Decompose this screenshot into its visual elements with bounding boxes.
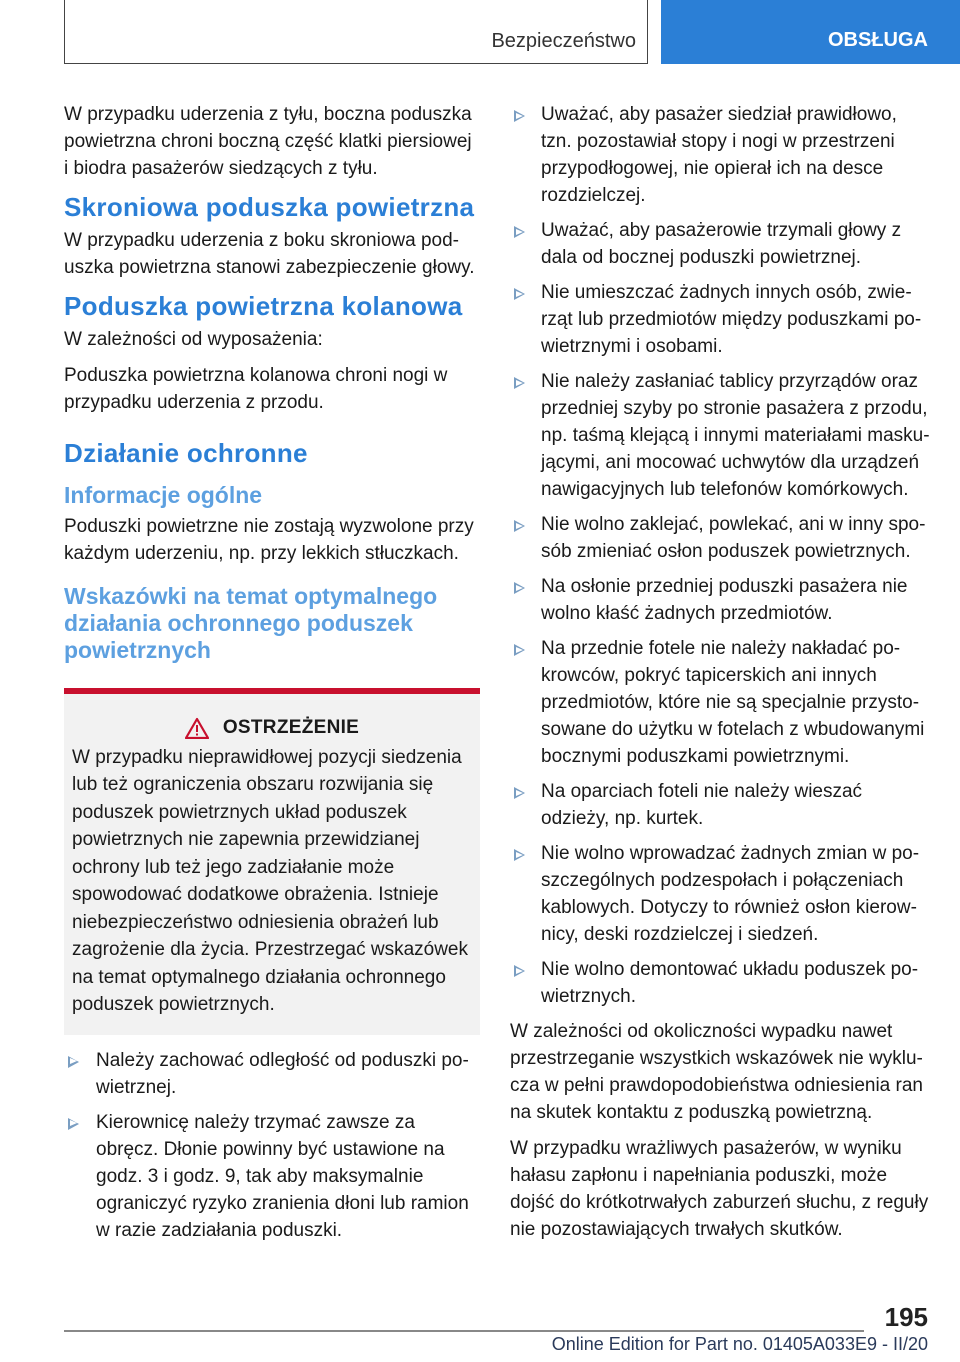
list-item: Na przednie fotele nie należy nakładać pokrowców, pokryć tapicerskich ani innych przedmiotów, które nie są specjalnie przystosowane do użytku w fotelach z wbudowanymi bocznymi poduszkami powietrznymi. [510,635,930,770]
warning-text: W przypadku nieprawidłowej pozycji siedzenia lub też ograniczenia obszaru rozwijania się poduszek powietrznych układ poduszek powietrznych nie zapewnia przewidzianej ochrony lub też jego zadziałanie może spowodować dodatkowe obrażenia. Istnieje niebezpieczeństwo odniesienia obrażeń lub zagrożenie dla życia. Przestrzegać wskazówek na temat optymalnego działania ochronnego poduszek powietrznych. [72,746,469,1015]
list-item: Uważać, aby pasażer siedział prawidłowo, tzn. pozostawiał stopy i nogi w przestrzeni przypodłogowej, nie opierał ich na desce rozdzielczej. [510,101,930,209]
rear-side-airbag-text: W przypadku uderzenia z tyłu, boczna poduszka powietrzna chroni boczną część klatki piersiowej i biodra pasażerów siedzących z tyłu. [64,104,472,179]
heading-general-info: Informacje ogólne [64,482,263,508]
bullet-triangle-icon [514,582,525,594]
heading-optimal-protection-tips: Wskazówki na temat optymalnego działania ochronnego poduszek powietrznych [64,583,438,663]
accident-circumstances-text: W zależności od okoliczności wypadku nawet przestrzeganie wszystkich wskazówek nie wyklucza w pełni prawdopodobieństwa odniesienia ran na skutek kontaktu z poduszką powietrzną. [510,1021,923,1123]
section-title: Bezpieczeństwo [491,30,636,52]
knee-airbag-text: Poduszka powietrzna kolanowa chroni nogi w przypadku uderzenia z przodu. [64,365,448,413]
bullet-triangle-icon [68,1118,79,1130]
footer-divider [64,1330,864,1332]
bullet-triangle-icon [514,110,525,122]
warning-title: OSTRZEŻENIE [222,717,360,738]
general-info-text: Poduszki powietrzne nie zostają wyzwolone przy każdym uderzeniu, np. przy lekkich stłuczkach. [64,516,474,564]
warning-header [72,714,472,742]
list-item: Nie wolno demontować układu poduszek powietrznych. [510,956,930,1010]
bullet-triangle-icon [68,1056,79,1068]
bullet-triangle-icon [514,226,525,238]
bullet-triangle-icon [514,288,525,300]
footer-edition: Online Edition for Part no. 01405A033E9 - II/20 [551,1334,928,1354]
left-column [64,101,480,1252]
temple-airbag-text: W przypadku uderzenia z boku skroniowa poduszka powietrzna stanowi zabezpieczenie głowy. [64,230,475,278]
heading-protective-action: Działanie ochronne [64,438,308,468]
list-item: Nie umieszczać żadnych innych osób, zwierząt lub przedmiotów między poduszkami powietrznymi i osobami. [510,279,930,360]
right-bullet-list [510,101,930,1010]
bullet-triangle-icon [514,965,525,977]
warning-triangle-icon [185,717,209,739]
bullet-triangle-icon [514,787,525,799]
list-item: Na oparciach foteli nie należy wieszać odzieży, np. kurtek. [510,778,930,832]
list-item: Uważać, aby pasażerowie trzymali głowy z dala od bocznej poduszki powietrznej. [510,217,930,271]
knee-equipment-note: W zależności od wyposażenia: [64,329,323,350]
chapter-tab[interactable]: OBSŁUGA [661,0,960,64]
bullet-triangle-icon [514,520,525,532]
left-bullet-list [64,1047,480,1244]
right-column [510,101,930,1252]
list-item: Nie wolno zaklejać, powlekać, ani w inny sposób zmieniać osłon poduszek powietrznych. [510,511,930,565]
warning-box [64,688,480,1035]
list-item: Na osłonie przedniej poduszki pasażera nie wolno kłaść żadnych przedmiotów. [510,573,930,627]
list-item: Należy zachować odległość od poduszki powietrznej. [64,1047,480,1101]
bullet-triangle-icon [514,644,525,656]
page-number: 195 [884,1302,928,1332]
heading-knee-airbag: Poduszka powietrzna kolanowa [64,291,463,321]
sensitive-passengers-text: W przypadku wrażliwych pasażerów, w wyniku hałasu zapłonu i napełniania poduszki, może dojść do krótkotrwałych zaburzeń słuchu, z reguły nie pozostawiających trwałych skutków. [510,1138,929,1240]
list-item: Nie należy zasłaniać tablicy przyrządów oraz przedniej szyby po stronie pasażera z przodu, np. taśmą klejącą i innymi materiałami maskującymi, ani mocować uchwytów dla urządzeń nawigacyjnych lub telefonów komórkowych. [510,368,930,503]
list-item: Kierownicę należy trzymać zawsze za obręcz. Dłonie powinny być ustawione na godz. 3 i godz. 9, tak aby maksymalnie ograniczyć ryzyko zranienia dłoni lub ramion w razie zadziałania poduszki. [64,1109,480,1244]
heading-temple-airbag: Skroniowa poduszka powietrzna [64,192,475,222]
list-item: Nie wolno wprowadzać żadnych zmian w poszczególnych podzespołach i połączeniach kablowych. Dotyczy to również osłon kierownicy, deski rozdzielczej i siedzeń. [510,840,930,948]
bullet-triangle-icon [514,849,525,861]
bullet-triangle-icon [514,377,525,389]
